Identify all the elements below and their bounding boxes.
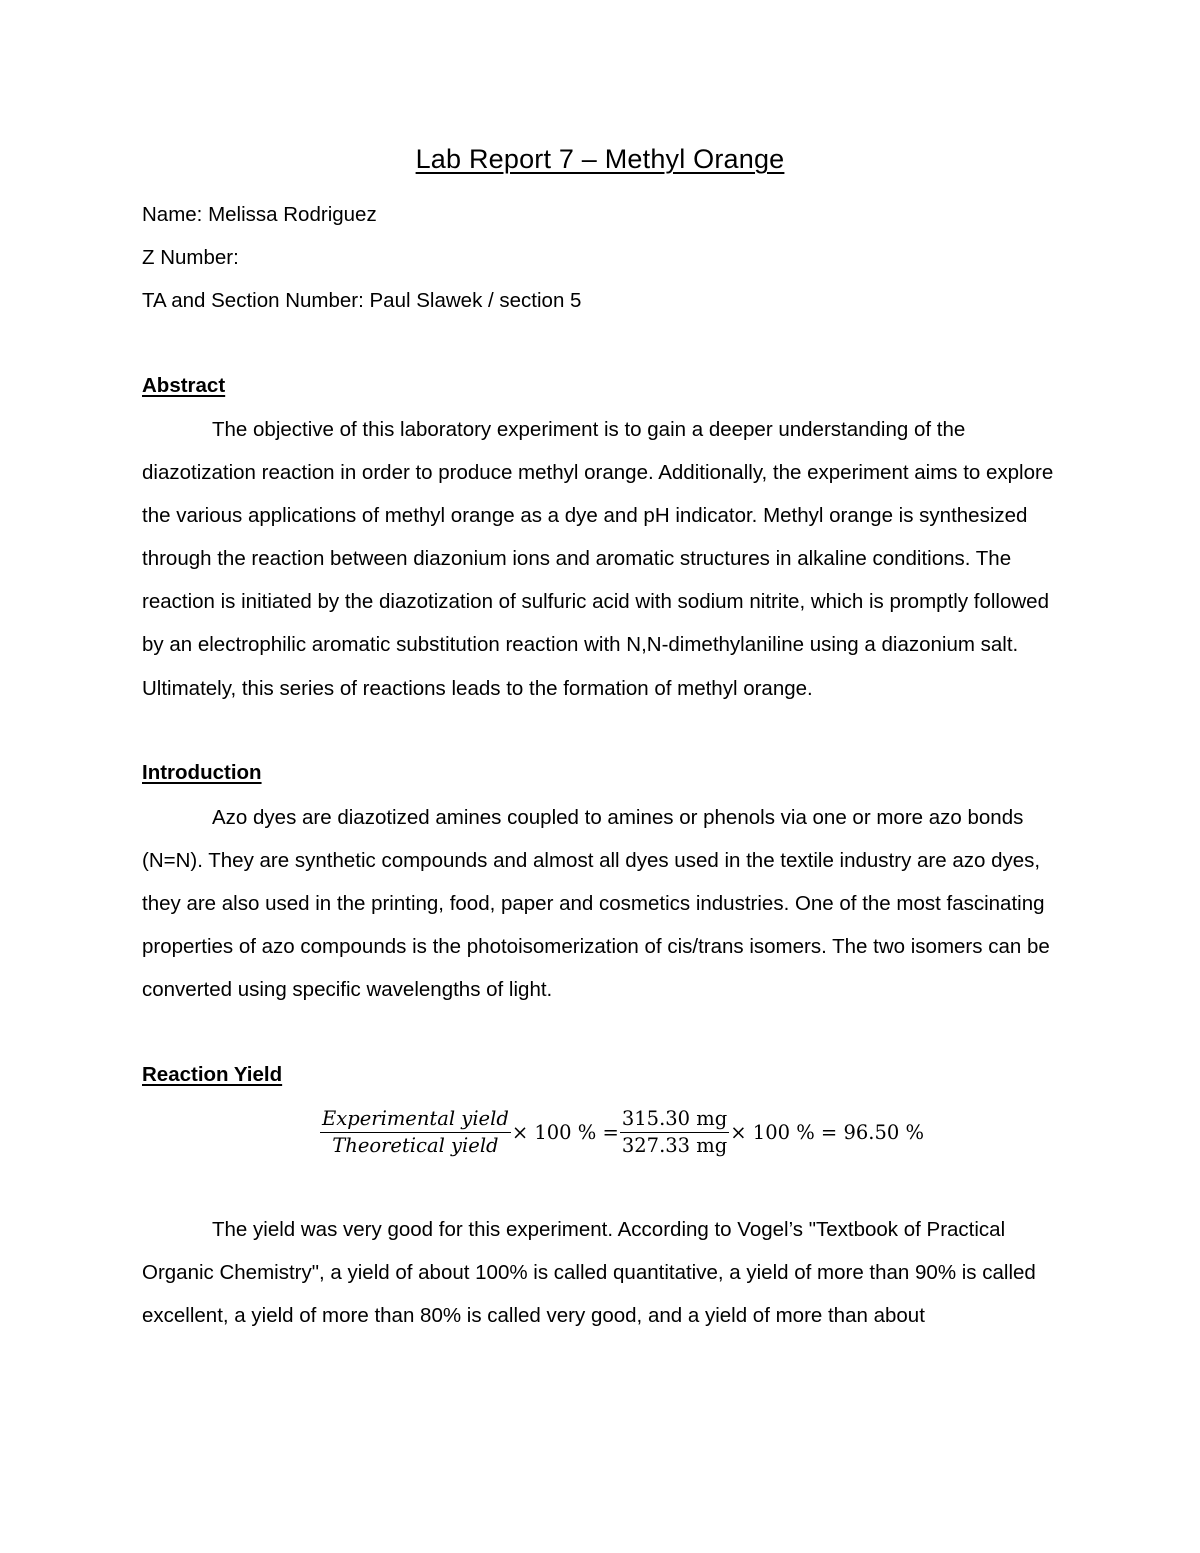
abstract-heading: Abstract xyxy=(142,374,226,397)
student-name-line: Name: Melissa Rodriguez xyxy=(142,203,377,226)
introduction-paragraph: Azo dyes are diazotized amines coupled to amines or phenols via one or more azo bonds (N=N). They are synthetic compounds and almost all dyes used in the textile industry are azo dyes, they are also used in the printing, food, paper and cosmetics industries. One of the most fascinating properties of azo compounds is the photoisomerization of cis/trans isomers. The two isomers can be converted using specific wavelengths of light. xyxy=(142,806,1050,1002)
reaction-yield-paragraph: The yield was very good for this experiment. According to Vogel’s "Textbook of Practical Organic Chemistry", a yield of about 100% is called quantitative, a yield of more than 90% is called excellent, a yield of more than 80% is called very good, and a yield of more than about xyxy=(142,1218,1036,1328)
yield-ratio-fraction xyxy=(320,1106,511,1159)
theoretical-mass-denominator: 327.33 mg xyxy=(621,1133,728,1157)
yield-result: × 100 % = 96.50 % xyxy=(730,1120,925,1144)
yield-equation xyxy=(320,1100,925,1164)
experimental-mass-numerator: 315.30 mg xyxy=(620,1106,729,1133)
multiply-percent-operator: × 100 % = xyxy=(511,1120,619,1144)
reaction-yield-heading: Reaction Yield xyxy=(142,1063,283,1086)
ta-section-line: TA and Section Number: Paul Slawek / section 5 xyxy=(142,289,582,312)
theoretical-yield-denominator: Theoretical yield xyxy=(332,1133,499,1157)
experimental-yield-numerator: Experimental yield xyxy=(320,1106,511,1133)
introduction-heading: Introduction xyxy=(142,761,262,784)
document-title: Lab Report 7 – Methyl Orange xyxy=(415,144,785,174)
z-number-line: Z Number: xyxy=(142,246,239,269)
mass-ratio-fraction xyxy=(620,1106,729,1159)
abstract-paragraph: The objective of this laboratory experiment is to gain a deeper understanding of the diazotization reaction in order to produce methyl orange. Additionally, the experiment aims to explore the various applications of methyl orange as a dye and pH indicator. Methyl orange is synthesized through the reaction between diazonium ions and aromatic structures in alkaline conditions. The reaction is initiated by the diazotization of sulfuric acid with sodium nitrite, which is promptly followed by an electrophilic aromatic substitution reaction with N,N-dimethylaniline using a diazonium salt. Ultimately, this series of reactions leads to the formation of methyl orange. xyxy=(142,418,1054,700)
